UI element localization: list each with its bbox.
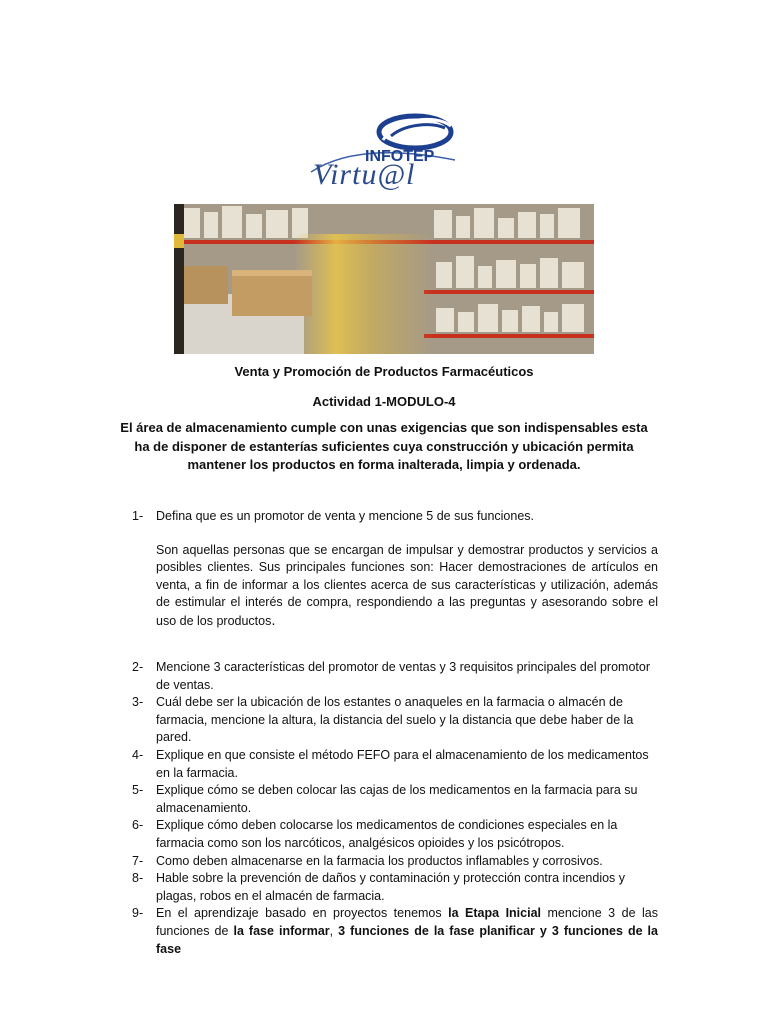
course-title: Venta y Promoción de Productos Farmacéuticos	[234, 364, 534, 379]
list-item	[128, 508, 658, 526]
item-number: 8-	[132, 871, 144, 886]
list-item	[128, 853, 658, 871]
item-text: Como deben almacenarse en la farmacia los productos inflamables y corrosivos.	[156, 853, 603, 868]
item-number: 6-	[132, 818, 144, 833]
item-bold: 3 funciones de la fase planificar y 3 funciones de la fase	[156, 923, 658, 956]
intro-paragraph: El área de almacenamiento cumple con unas exigencias que son indispensables esta ha de disponer de estanterías suficientes cuya construcción y ubicación permita mantener los productos en forma inalterada, limpia y ordenada.	[120, 420, 648, 472]
logo-wordmark: INFOTEP	[365, 148, 435, 165]
list-item	[128, 905, 658, 958]
item-text: Explique en que consiste el método FEFO para el almacenamiento de los medicamentos en la farmacia.	[156, 748, 649, 780]
answer-text: Son aquellas personas que se encargan de impulsar y demostrar productos y servicios a posibles clientes. Sus principales funciones son: Hacer demostraciones de artículos en venta, a fin de informar a los clientes acerca de sus características y utilización, además de estimular el interés de compra, respondiendo a las preguntas y asesorando sobre el uso de los productos	[156, 542, 658, 628]
item-text: ,	[329, 923, 339, 938]
item-bold: la Etapa Inicial	[448, 906, 541, 921]
item-text: Explique cómo se deben colocar las cajas de los medicamentos en la farmacia para su almacenamiento.	[156, 783, 638, 815]
item-number: 5-	[132, 783, 144, 798]
item-bold: la fase informar	[233, 923, 330, 938]
item-text: Explique cómo deben colocarse los medicamentos de condiciones especiales en la farmacia como son los narcóticos, analgésicos opioides y los psicótropos.	[156, 818, 618, 850]
answer-end: .	[271, 611, 276, 629]
item-text: En el aprendizaje basado en proyectos tenemos	[156, 906, 449, 921]
answer-paragraph	[128, 542, 658, 631]
item-text: Hable sobre la prevención de daños y contaminación y protección contra incendios y plagas, robos en el almacén de farmacia.	[156, 871, 626, 903]
activity-title: Actividad 1-MODULO-4	[312, 394, 456, 409]
item-text: mencione 3 de las funciones de	[156, 906, 658, 938]
item-text: Defina que es un promotor de venta y mencione 5 de sus funciones.	[156, 509, 535, 523]
item-number: 9-	[132, 906, 144, 921]
item-number: 1-	[132, 509, 144, 523]
list-item	[128, 747, 658, 782]
list-item	[128, 870, 658, 905]
item-number: 3-	[132, 695, 144, 710]
item-number: 4-	[132, 748, 144, 763]
list-item	[128, 817, 658, 852]
question-list	[128, 508, 658, 958]
infotep-virtual-logo	[305, 110, 465, 196]
logo-script: Virtu@l	[313, 158, 416, 191]
item-text: Mencione 3 características del promotor de ventas y 3 requisitos principales del promotor de ventas.	[156, 660, 650, 692]
list-item	[128, 659, 658, 694]
list-item	[128, 694, 658, 747]
warehouse-photo	[174, 204, 594, 354]
item-text: Cuál debe ser la ubicación de los estantes o anaqueles en la farmacia o almacén de farmacia, mencione la altura, la distancia del suelo y la distancia que debe haber de la pared.	[156, 695, 634, 745]
item-number: 7-	[132, 853, 144, 868]
item-number: 2-	[132, 660, 144, 675]
list-item	[128, 782, 658, 817]
